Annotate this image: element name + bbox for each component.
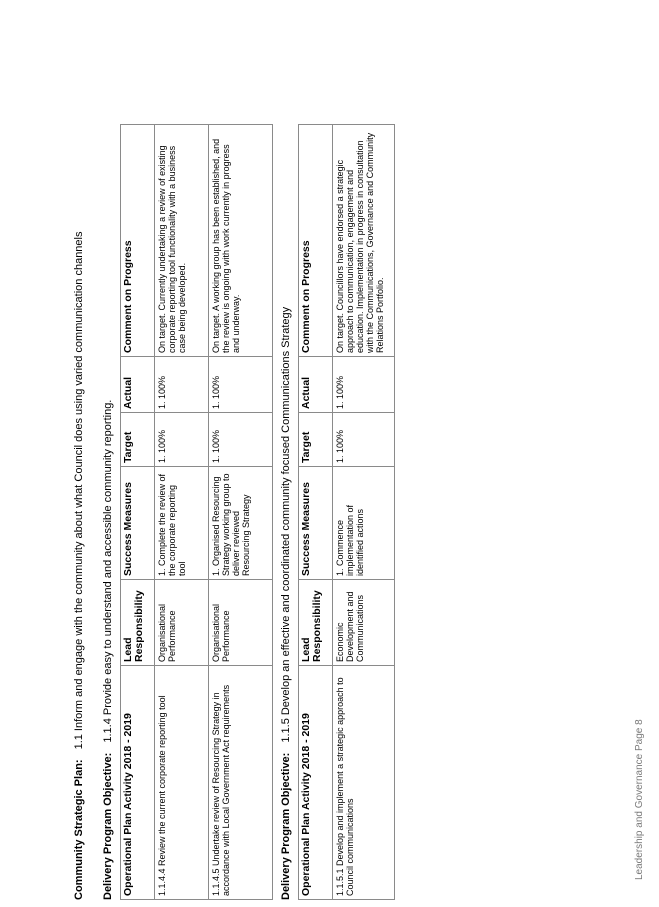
objective-label: Delivery Program Objective: [102, 752, 114, 900]
cell-measures: 1. Complete the review of the corporate reporting tool [155, 467, 209, 580]
cell-comment: On target. Currently undertaking a review of existing corporate reporting tool functionality with a business case being developed. [155, 125, 209, 357]
header-lead: Lead Responsibility [299, 580, 333, 666]
activity-table-1 [120, 124, 273, 900]
cell-comment: On target. Councillors have endorsed a strategic approach to communication, engagement and education. Implementation in progress in consultation with the Communications, Governance and Community Relations Portfolio. [333, 125, 395, 357]
header-activity: Operational Plan Activity 2018 - 2019 [121, 666, 155, 900]
objective-line-2 [280, 307, 292, 900]
cell-actual: 1. 100% [155, 357, 209, 413]
header-target: Target [121, 413, 155, 467]
cell-lead: Organisational Performance [155, 580, 209, 666]
strategic-plan-label: Community Strategic Plan: [73, 759, 85, 900]
objective-text: 1.1.4 Provide easy to understand and accessible community reporting. [102, 399, 114, 743]
cell-comment: On target. A working group has been established, and the review is ongoing with work currently in progress and underway. [209, 125, 273, 357]
cell-activity: 1.1.4.5 Undertake review of Resourcing Strategy in accordance with Local Government Act requirements [209, 666, 273, 900]
table-row [155, 125, 209, 900]
strategic-plan-text: 1.1 Inform and engage with the community about what Council does using varied communication channels [73, 231, 85, 750]
cell-actual: 1. 100% [333, 357, 395, 413]
table-row [209, 125, 273, 900]
cell-actual: 1. 100% [209, 357, 273, 413]
strategic-plan-line [73, 232, 85, 901]
header-lead: Lead Responsibility [121, 580, 155, 666]
cell-target: 1. 100% [155, 413, 209, 467]
header-actual: Actual [299, 357, 333, 413]
page-footer: Leadership and Governance Page 8 [634, 719, 645, 880]
cell-lead: Economic Development and Communications [333, 580, 395, 666]
table-header-row [121, 125, 155, 900]
cell-activity: 1.1.5.1 Develop and implement a strategic approach to Council communications [333, 666, 395, 900]
cell-lead: Organisational Performance [209, 580, 273, 666]
cell-measures: 1. Commence implementation of identified actions [333, 467, 395, 580]
table-row [333, 125, 395, 900]
objective-label: Delivery Program Objective: [280, 752, 292, 900]
objective-line-1 [102, 400, 114, 900]
cell-measures: 1. Organised Resourcing Strategy working group to deliver reviewed Resourcing Strategy [209, 467, 273, 580]
cell-activity: 1.1.4.4 Review the current corporate reporting tool [155, 666, 209, 900]
header-comment: Comment on Progress [299, 125, 333, 357]
cell-target: 1. 100% [333, 413, 395, 467]
header-activity: Operational Plan Activity 2018 - 2019 [299, 666, 333, 900]
activity-table-2 [298, 124, 395, 900]
header-comment: Comment on Progress [121, 125, 155, 357]
header-measures: Success Measures [299, 467, 333, 580]
header-measures: Success Measures [121, 467, 155, 580]
objective-text: 1.1.5 Develop an effective and coordinated community focused Communications Strategy [280, 306, 292, 743]
landscape-page [70, 0, 430, 900]
table-header-row [299, 125, 333, 900]
header-actual: Actual [121, 357, 155, 413]
header-target: Target [299, 413, 333, 467]
cell-target: 1. 100% [209, 413, 273, 467]
